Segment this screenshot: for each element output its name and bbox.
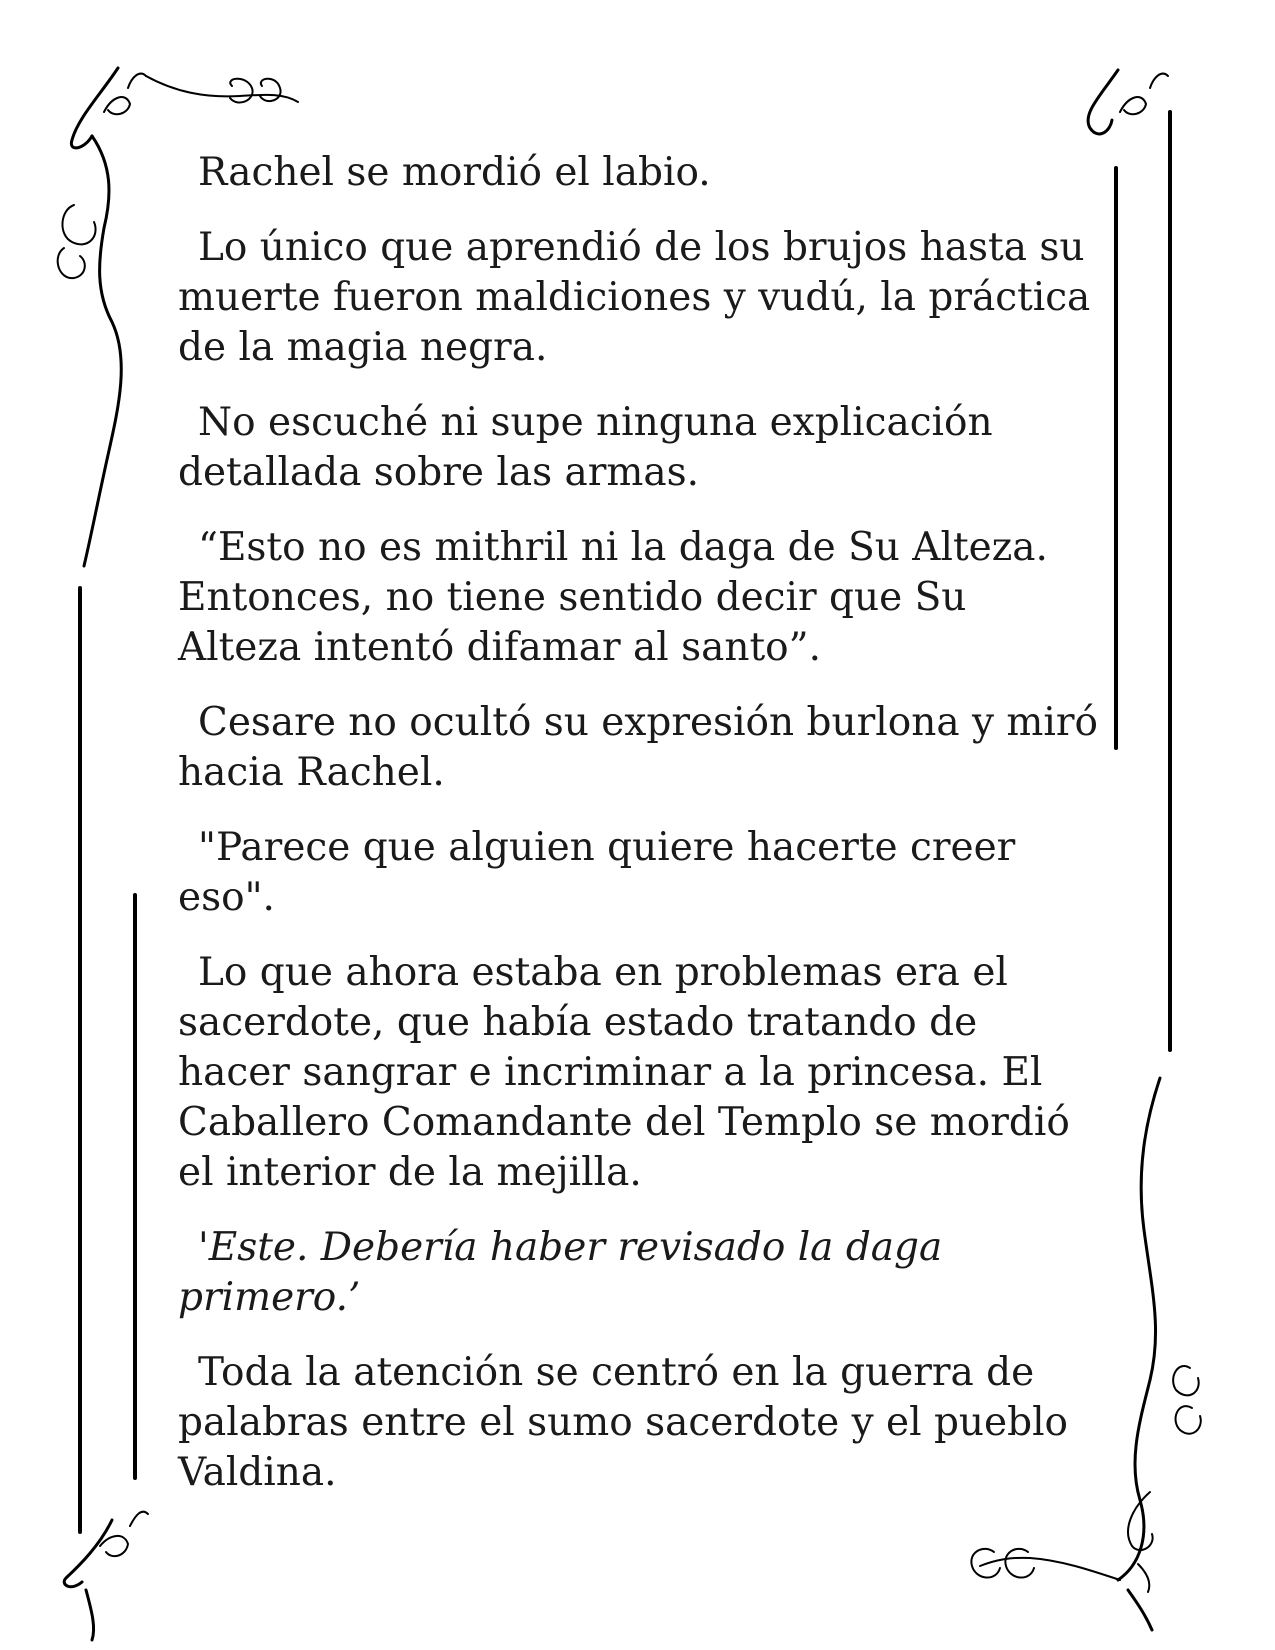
paragraph: Toda la atención se centró en la guerra de palabras entre el sumo sacerdote y el pueblo Valdina. <box>178 1350 1069 1495</box>
paragraph: Cesare no ocultó su expresión burlona y miró hacia Rachel. <box>178 700 1098 795</box>
flourish-bottom-left-icon <box>64 1512 148 1640</box>
paragraph: Lo único que aprendió de los brujos hasta su muerte fueron maldiciones y vudú, la práctica de la magia negra. <box>178 225 1091 370</box>
paragraph: No escuché ni supe ninguna explicación detallada sobre las armas. <box>178 400 993 495</box>
paragraph: Rachel se mordió el labio. <box>198 150 711 195</box>
flourish-top-right-icon <box>1088 70 1168 134</box>
body-text <box>178 148 1098 1523</box>
paragraph: “Esto no es mithril ni la daga de Su Alteza. Entonces, no tiene sentido decir que Su Alteza intentó difamar al santo”. <box>178 525 1048 670</box>
paragraph-italic-thought: 'Este. Debería haber revisado la daga primero.’ <box>178 1225 943 1320</box>
paragraph: "Parece que alguien quiere hacerte creer eso". <box>178 825 1016 920</box>
paragraph: Lo que ahora estaba en problemas era el sacerdote, que había estado tratando de hacer sangrar e incriminar a la princesa. El Caballero Comandante del Templo se mordió el interior de la mejilla. <box>178 950 1070 1195</box>
